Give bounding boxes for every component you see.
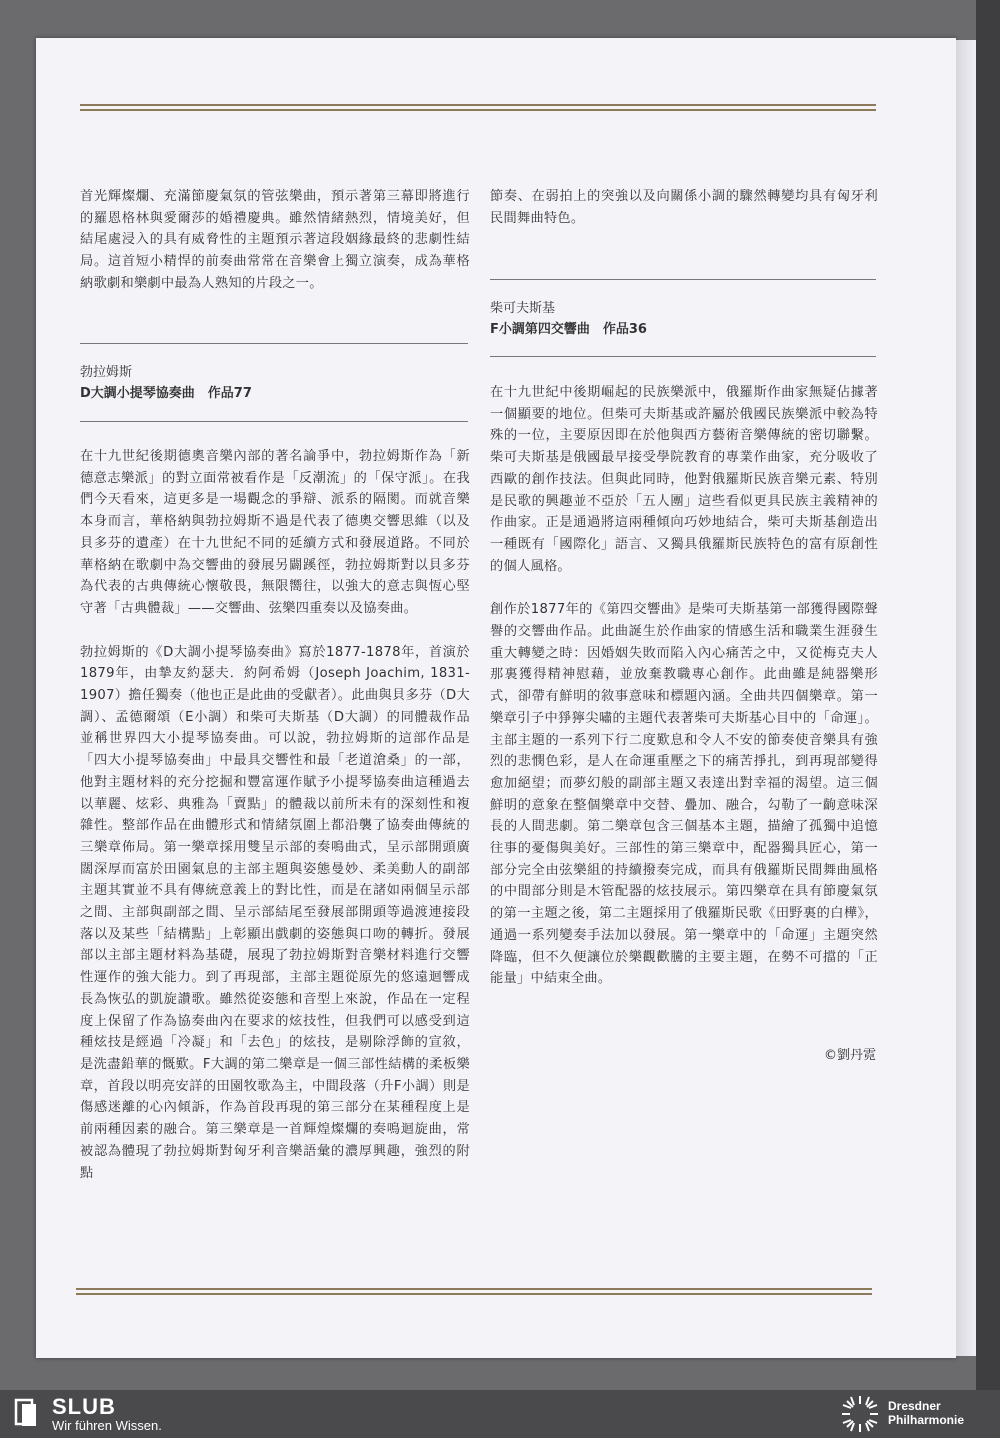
divider <box>80 421 468 422</box>
bottom-double-rule <box>76 1288 872 1295</box>
author-credit: ©劉丹霓 <box>823 1048 876 1063</box>
work-title: D大調小提琴協奏曲 作品77 <box>80 386 252 401</box>
work-title: F小調第四交響曲 作品36 <box>490 322 647 337</box>
tchaikovsky-paragraph-1: 在十九世紀中後期崛起的民族樂派中，俄羅斯作曲家無疑佔據著一個顯要的地位。但柴可夫斯基或許屬於俄國民族樂派中較為特殊的一位，主要原因即在於他與西方藝術音樂傳統的密切聯繫。柴可夫斯基是俄國最早接受學院教育的專業作曲家，充分吸收了西歐的創作技法。但與此同時，他對俄羅斯民族音樂元素、特別是民歌的興趣並不亞於「五人團」這些看似更具民族主義精神的作曲家。正是通過將這兩種傾向巧妙地結合，柴可夫斯基創造出一種既有「國際化」語言、又獨具俄羅斯民族特色的富有原創性的個人風格。 <box>490 385 878 574</box>
brahms-continuation: 節奏、在弱拍上的突強以及向關係小調的驟然轉變均具有匈牙利民間舞曲特色。 <box>490 189 878 226</box>
slub-title: SLUB <box>52 1394 116 1419</box>
brahms-heading <box>80 362 252 404</box>
philharmonie-wordmark <box>888 1399 964 1427</box>
divider <box>80 343 468 344</box>
composer-name: 勃拉姆斯 <box>80 365 133 380</box>
dp-line-2: Philharmonie <box>888 1413 965 1427</box>
left-intro <box>80 186 470 317</box>
scan-margin <box>976 0 1000 1390</box>
divider <box>490 356 876 357</box>
brahms-paragraph-1: 在十九世紀後期德奧音樂內部的著名論爭中，勃拉姆斯作為「新德意志樂派」的對立面常被看作是「反潮流」的「保守派」。在我們今天看來，這更多是一場觀念的爭辯、派系的隔閡。而就音樂本身而言，華格納與勃拉姆斯不過是代表了德奧交響思維（以及貝多芬的遺產）在十九世紀不同的延續方式和發展道路。不同於華格納在歌劇中為交響曲的發展另闢蹊徑，勃拉姆斯對以貝多芬為代表的古典傳統心懷敬畏，無限嚮往，以強大的意志與恆心堅守著「古典體裁」——交響曲、弦樂四重奏以及協奏曲。 <box>80 449 470 616</box>
footer-bar <box>0 1390 1000 1438</box>
tchaikovsky-paragraph-2: 創作於1877年的《第四交響曲》是柴可夫斯基第一部獲得國際聲譽的交響曲作品。此曲誕生於作曲家的情感生活和職業生涯發生重大轉變之時：因婚姻失敗而陷入內心痛苦之中，又從梅克夫人那裏獲得精神慰藉，並放棄教職專心創作。此曲雖是純器樂形式，卻帶有鮮明的敘事意味和標題內涵。全曲共四個樂章。第一樂章引子中猙獰尖嘯的主題代表著柴可夫斯基心目中的「命運」。主部主題的一系列下行二度歎息和令人不安的節奏使音樂具有強烈的悲憫色彩，是人在命運重壓之下的痛苦掙扎，到再現部變得愈加絕望；而夢幻般的副部主題又表達出對幸福的渴望。這三個鮮明的意象在整個樂章中交替、疊加、融合，勾勒了一齣意味深長的人間悲劇。第二樂章包含三個基本主題，描繪了孤獨中追憶往事的憂傷與美好。三部性的第三樂章中，配器獨具匠心，第一部分完全由弦樂組的持續撥奏完成，而具有俄羅斯民間舞曲風格的中間部分則是木管配器的炫技展示。第四樂章在具有節慶氣氛的第一主題之後，第二主題採用了俄羅斯民歌《田野裏的白樺》，通過一系列變奏手法加以發展。第一樂章中的「命運」主題突然降臨，但不久便讓位於樂觀歡騰的主要主題，在勢不可擋的「正能量」中結束全曲。 <box>490 602 878 987</box>
intro-paragraph: 首光輝燦爛、充滿節慶氣氛的管弦樂曲，預示著第三幕即將進行的羅恩格林與愛爾莎的婚禮慶典。雖然情緒熱烈，情境美好，但結尾處浸入的具有威脅性的主題預示著這段姻緣最終的悲劇性結局。這首短小精悍的前奏曲常常在音樂會上獨立演奏，成為華格納歌劇和樂劇中最為人熟知的片段之一。 <box>80 189 470 291</box>
philharmonie-sunburst-icon <box>840 1394 880 1434</box>
composer-name: 柴可夫斯基 <box>490 301 556 316</box>
top-double-rule <box>80 104 876 111</box>
dp-line-1: Dresdner <box>888 1399 941 1413</box>
left-body <box>80 446 470 1206</box>
right-body <box>490 382 878 1012</box>
slub-book-icon <box>14 1398 40 1428</box>
divider <box>490 279 876 280</box>
page-edge <box>956 40 976 1356</box>
brahms-paragraph-2: 勃拉姆斯的《D大調小提琴協奏曲》寫於1877-1878年，首演於1879年，由摯友約瑟夫．約阿希姆（Joseph Joachim, 1831-1907）擔任獨奏（他也正是此曲的受獻者）。此曲與貝多芬（D大調）、孟德爾頌（E小調）和柴可夫斯基（D大調）的同體裁作品並稱世界四大小提琴協奏曲。可以說，勃拉姆斯的這部作品是「四大小提琴協奏曲」中最具交響性和最「老道滄桑」的一部，他對主題材料的充分挖掘和豐富運作賦予小提琴協奏曲這種過去以華麗、炫彩、典雅為「賣點」的體裁以前所未有的深刻性和複雜性。整部作品在曲體形式和情緒氛圍上都沿襲了協奏曲傳統的三樂章佈局。第一樂章採用雙呈示部的奏鳴曲式，呈示部開頭廣闊深厚而富於田園氣息的主部主題與姿態曼妙、柔美動人的副部主題其實並不具有傳統意義上的對比性，而是在諸如兩個呈示部之間、主部與副部之間、呈示部結尾至發展部開頭等過渡連接段落以及某些「結構點」上彰顯出戲劇的姿態與口吻的轉折。發展部以主部主題材料為基礎，展現了勃拉姆斯對音樂材料進行交響性運作的強大能力。到了再現部，主部主題從原先的悠遠迴響成長為恢弘的凱旋讚歌。雖然從姿態和音型上來說，作品在一定程度上保留了作為協奏曲內在要求的炫技性，但我們可以感受到這種炫技是經過「冷凝」和「去色」的炫技，是剔除浮飾的宣敘，是洗盡鉛華的慨歎。F大調的第二樂章是一個三部性結構的柔板樂章，首段以明亮安詳的田園牧歌為主，中間段落（升F小調）則是傷感迷離的心內傾訴，作為首段再現的第三部分在某種程度上是前兩種因素的融合。第三樂章是一首輝煌燦爛的奏鳴迴旋曲，常被認為體現了勃拉姆斯對匈牙利音樂語彙的濃厚興趣，強烈的附點 <box>80 644 470 1181</box>
slub-subtitle: Wir führen Wissen. <box>52 1418 162 1433</box>
tchaikovsky-heading <box>490 298 647 340</box>
right-top <box>490 186 878 251</box>
